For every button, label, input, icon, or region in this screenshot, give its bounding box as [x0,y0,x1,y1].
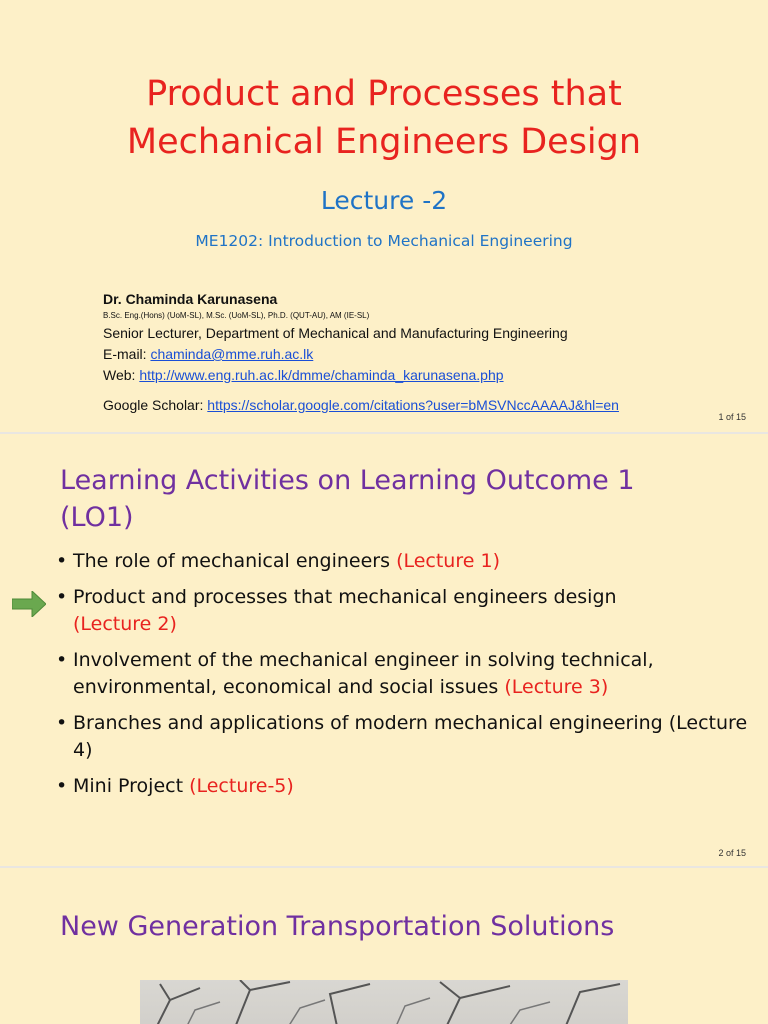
scholar-label: Google Scholar: [103,397,208,413]
author-qualifications: B.Sc. Eng.(Hons) (UoM-SL), M.Sc. (UoM-SL), Ph.D. (QUT-AU), AM (IE-SL) [103,311,370,320]
bullet-icon: • [56,649,68,671]
slide-2-title [60,462,740,536]
list-item [56,710,756,764]
author-name: Dr. Chaminda Karunasena [103,291,278,307]
list-item [56,773,756,800]
title-line-2: (LO1) [60,502,134,533]
item-ref: (Lecture 1) [396,550,500,572]
bullet-icon: • [56,550,68,572]
slide-1-title [0,70,768,166]
learning-activities-list [56,548,756,809]
web-label: Web: [103,367,140,383]
course-name: ME1202: Introduction to Mechanical Engineering [195,232,573,250]
scholar-link[interactable]: https://scholar.google.com/citations?user=bMSVNccAAAAJ&hl=en [207,397,619,413]
list-item [56,548,756,575]
list-item [56,647,756,701]
title-line-1: Learning Activities on Learning Outcome 1 [60,465,635,496]
email-link[interactable]: chaminda@mme.ruh.ac.lk [150,346,314,362]
slide-2 [0,434,768,866]
list-item [56,584,756,638]
item-text: The role of mechanical engineers [73,550,397,572]
lecture-number: Lecture -2 [320,186,448,215]
web-line [103,365,743,386]
web-link[interactable]: http://www.eng.ruh.ac.lk/dmme/chaminda_karunasena.php [139,367,504,383]
slide-3-title: New Generation Transportation Solutions [60,911,615,942]
slide-3 [0,868,768,1024]
page-number: 2 of 15 [718,848,746,858]
title-line-1: Product and Processes that [146,74,622,114]
page-number: 1 of 15 [718,412,746,422]
title-line-2: Mechanical Engineers Design [126,122,642,162]
transport-photo [140,980,628,1024]
slide-1 [0,0,768,432]
bullet-icon: • [56,586,68,608]
author-block [103,289,743,416]
item-text: Product and processes that mechanical engineers design [73,586,617,608]
item-text: Branches and applications of modern mechanical engineering (Lecture 4) [73,712,748,761]
bullet-icon: • [56,775,68,797]
scholar-line [103,395,743,416]
bullet-icon: • [56,712,68,734]
item-ref: (Lecture-5) [189,775,294,797]
item-ref: (Lecture 2) [73,613,177,635]
current-lecture-arrow-icon [12,591,46,617]
item-ref: (Lecture 3) [504,676,609,698]
item-text: Mini Project [73,775,190,797]
email-line [103,344,743,365]
item-text: Involvement of the mechanical engineer in solving technical, environmental, economical and social issues [73,649,654,698]
email-label: E-mail: [103,346,151,362]
author-position: Senior Lecturer, Department of Mechanical and Manufacturing Engineering [103,325,568,341]
tree-branches-image [140,980,628,1024]
